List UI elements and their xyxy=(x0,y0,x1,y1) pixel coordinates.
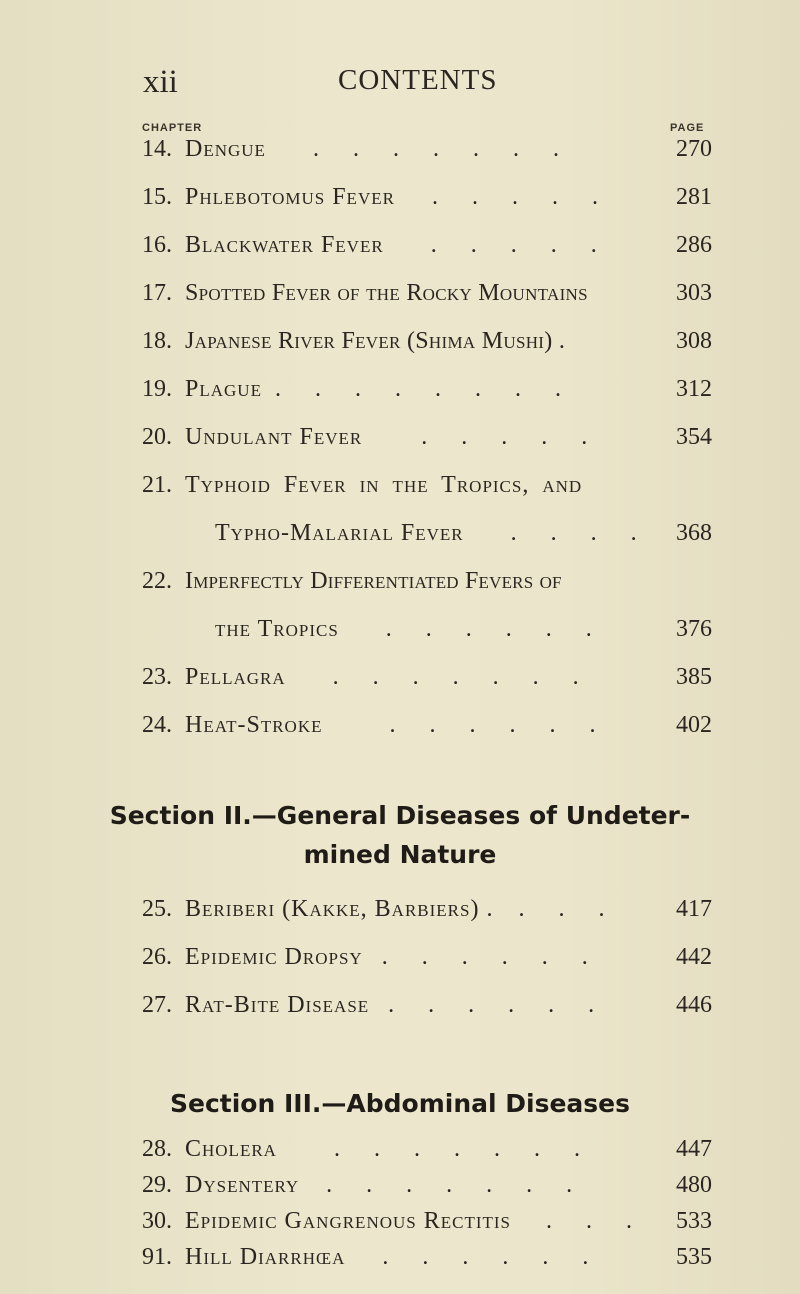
leader-dots: . . . xyxy=(546,1208,646,1234)
chapter-number: 28. xyxy=(142,1136,172,1162)
chapter-title: Typhoid Fever in the Tropics, and xyxy=(185,472,583,498)
toc-entry xyxy=(142,280,712,320)
leader-dots: . . . . . . xyxy=(382,1244,603,1270)
toc-entry xyxy=(142,472,712,512)
page-ref: 480 xyxy=(676,1172,712,1198)
page-number: xii xyxy=(143,64,178,100)
page-ref: 312 xyxy=(676,376,712,402)
section-heading-line: mined Nature xyxy=(303,840,497,869)
leader-dots: . . . . . xyxy=(431,184,612,210)
chapter-title: Plague . . . . . . . . xyxy=(185,376,575,402)
chapter-number: 91. xyxy=(142,1244,172,1270)
page-ref: 417 xyxy=(676,896,712,922)
toc-entry-continuation xyxy=(142,616,712,656)
chapter-number: 27. xyxy=(142,992,172,1018)
section-heading-line: Section II.—General Diseases of Undeter- xyxy=(109,801,691,830)
toc-entry xyxy=(142,376,712,416)
leader-dots: . . . . . xyxy=(430,232,611,258)
toc-entry xyxy=(142,1208,712,1242)
toc-entry xyxy=(142,1172,712,1206)
chapter-title: Epidemic Dropsy . . . . . . xyxy=(185,944,602,970)
leader-dots: . . . . . . . xyxy=(312,136,573,162)
toc-entry xyxy=(142,184,712,224)
page-ref: 354 xyxy=(676,424,712,450)
chapter-title: Imperfectly Differentiated Fevers of xyxy=(185,568,562,594)
leader-dots: . . . . . . . . xyxy=(274,376,575,402)
toc-entry xyxy=(142,232,712,272)
chapter-number: 24. xyxy=(142,712,172,738)
toc-entry xyxy=(142,1244,712,1278)
chapter-title: Hill Diarrhœa . . . . . . xyxy=(185,1244,603,1270)
page-ref: 535 xyxy=(676,1244,712,1270)
chapter-number: 20. xyxy=(142,424,172,450)
chapter-title: Dengue . . . . . . . xyxy=(185,136,573,162)
chapter-number: 19. xyxy=(142,376,172,402)
chapter-title: Undulant Fever . . . . . xyxy=(185,424,602,450)
chapter-number: 26. xyxy=(142,944,172,970)
chapter-title: Heat-Stroke . . . . . . xyxy=(185,712,610,738)
chapter-number: 15. xyxy=(142,184,172,210)
chapter-column-head: CHAPTER xyxy=(142,122,203,134)
chapter-number: 21. xyxy=(142,472,172,498)
toc-entry xyxy=(142,712,712,752)
chapter-number: 18. xyxy=(142,328,172,354)
chapter-number: 16. xyxy=(142,232,172,258)
chapter-number: 14. xyxy=(142,136,172,162)
chapter-title: the Tropics . . . . . . xyxy=(215,616,606,642)
page-ref: 385 xyxy=(676,664,712,690)
toc-entry xyxy=(142,568,712,608)
leader-dots: . . . . . . xyxy=(388,992,609,1018)
chapter-title: Beriberi (Kakke, Barbiers) . . . . xyxy=(185,896,619,922)
toc-entry-continuation xyxy=(142,520,712,560)
leader-dots: . . . . . . . xyxy=(332,664,593,690)
chapter-title: Typho-Malarial Fever . . . . xyxy=(215,520,651,546)
chapter-title: Blackwater Fever . . . . . xyxy=(185,232,611,258)
toc-entry xyxy=(142,1136,712,1170)
chapter-title: Cholera . . . . . . . xyxy=(185,1136,594,1162)
chapter-number: 22. xyxy=(142,568,172,594)
toc-entry xyxy=(142,896,712,936)
page-ref: 308 xyxy=(676,328,712,354)
page-ref: 446 xyxy=(676,992,712,1018)
chapter-number: 29. xyxy=(142,1172,172,1198)
toc-entry xyxy=(142,664,712,704)
chapter-title: Pellagra . . . . . . . xyxy=(185,664,593,690)
chapter-number: 17. xyxy=(142,280,172,306)
page-ref: 402 xyxy=(676,712,712,738)
leader-dots: . . . . . . xyxy=(385,616,606,642)
page-ref: 442 xyxy=(676,944,712,970)
leader-dots: . . . . . . . xyxy=(333,1136,594,1162)
leader-dots: . . . xyxy=(518,896,619,922)
page-column-head: PAGE xyxy=(670,122,705,134)
chapter-title: Phlebotomus Fever . . . . . xyxy=(185,184,612,210)
page-ref: 368 xyxy=(676,520,712,546)
toc-entry xyxy=(142,944,712,984)
chapter-title: Rat-Bite Disease . . . . . . xyxy=(185,992,609,1018)
page-ref: 270 xyxy=(676,136,712,162)
toc-entry xyxy=(142,992,712,1032)
leader-dots: . . . . . . . xyxy=(326,1172,587,1198)
chapter-number: 23. xyxy=(142,664,172,690)
page-ref: 533 xyxy=(676,1208,712,1234)
page-ref: 447 xyxy=(676,1136,712,1162)
leader-dots: . . . . . . xyxy=(389,712,610,738)
chapter-number: 30. xyxy=(142,1208,172,1234)
toc-entry xyxy=(142,328,712,368)
page-ref: 376 xyxy=(676,616,712,642)
leader-dots: . . . . . . xyxy=(381,944,602,970)
section-heading xyxy=(100,796,700,874)
leader-dots: . . . . xyxy=(510,520,651,546)
running-header xyxy=(0,64,800,104)
running-title: CONTENTS xyxy=(338,64,498,96)
page-ref: 286 xyxy=(676,232,712,258)
chapter-title: Epidemic Gangrenous Rectitis . . . xyxy=(185,1208,646,1234)
section-heading: Section III.—Abdominal Diseases xyxy=(170,1089,630,1118)
leader-dots: . . . . . xyxy=(421,424,602,450)
chapter-title: Dysentery . . . . . . . xyxy=(185,1172,587,1198)
chapter-title: Japanese River Fever (Shima Mushi) . xyxy=(185,328,566,354)
chapter-number: 25. xyxy=(142,896,172,922)
chapter-title: Spotted Fever of the Rocky Mountains xyxy=(185,280,588,306)
toc-entry xyxy=(142,424,712,464)
toc-entry xyxy=(142,136,712,176)
page-ref: 281 xyxy=(676,184,712,210)
page-ref: 303 xyxy=(676,280,712,306)
